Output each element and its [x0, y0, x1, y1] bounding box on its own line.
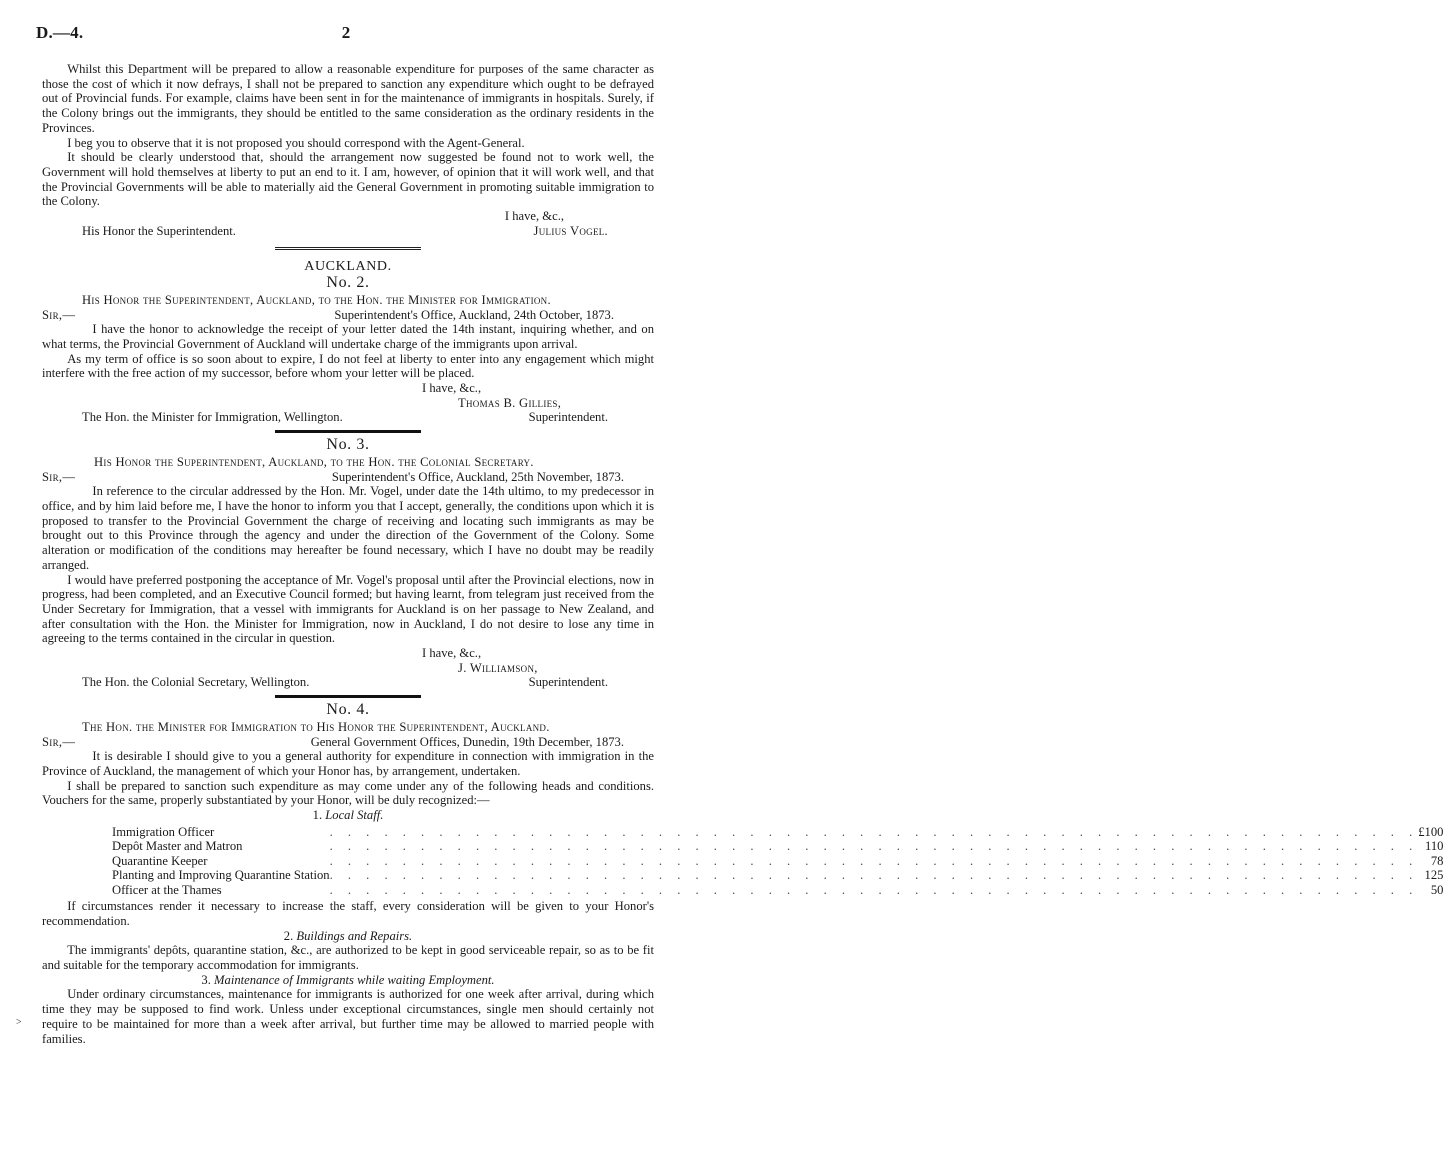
staff-role: Planting and Improving Quarantine Station [112, 868, 330, 883]
document-body [42, 62, 1443, 1046]
local-staff-heading-number: 1. [312, 808, 323, 823]
letter-2-title: Superintendent. [528, 410, 608, 425]
letter-4-heading: The Hon. the Minister for Immigration to His Honor the Superintendent, Auckland. [82, 719, 550, 734]
letter-2-closing: I have, &c., [422, 381, 482, 396]
letter-2-signature-block [42, 381, 654, 410]
letter-2-addressee: The Hon. the Minister for Immigration, Wellington. [82, 410, 343, 425]
intro-paragraph-3: It should be clearly understood that, should the arrangement now suggested be found not to work well, the Government will hold themselves at liberty to put an end to it. I am, however, of opinion that it will work well, and that the Provincial Governments will be able to materially aid the General Government in promoting suitable immigration to the Colony. [42, 150, 654, 209]
letter-4-address: General Government Offices, Dunedin, 19th December, 1873. [310, 734, 624, 749]
staff-row [112, 854, 1443, 869]
intro-addressee: His Honor the Superintendent. [82, 223, 236, 238]
letter-3-paragraph-2: I would have preferred postponing the acceptance of Mr. Vogel's proposal until after the Provincial elections, now in progress, had been completed, and an Executive Council formed; but having learnt, from telegram just received from the Under Secretary for Immigration, that a vessel with immigrants for Auckland is on her passage to New Zealand, and after consultation with the Hon. the Minister for Immigration, now in Auckland, I do not desire to lose any time in agreeing to the terms contained in the circular in question. [42, 572, 654, 646]
letter-4-paragraph-1: It is desirable I should give to you a general authority for expenditure in connection with immigration in the Province of Auckland, the management of which your Honor has, by arrangement, undertaken. [42, 749, 654, 778]
letter-4-paragraph-3: If circumstances render it necessary to increase the staff, every consideration will be given to your Honor's recommendation. [42, 899, 654, 928]
buildings-heading-text: Buildings and Repairs. [296, 928, 413, 943]
letter-2-signature: Thomas B. Gillies, [458, 395, 562, 410]
margin-mark: ˃ [16, 1017, 22, 1028]
staff-amount: £100 [1418, 824, 1443, 839]
letter-3-salutation-row [42, 470, 654, 485]
letter-4-salutation: Sir,— [42, 734, 76, 749]
intro-closing-text: I have, &c., [504, 209, 564, 224]
page-header [36, 23, 656, 46]
letter-3-salutation: Sir,— [42, 469, 76, 484]
letter-3-heading: His Honor the Superintendent, Auckland, to the Hon. the Colonial Secretary. [94, 454, 534, 469]
letter-2-paragraph-1: I have the honor to acknowledge the receipt of your letter dated the 14th instant, inquiring whether, and on what terms, the Provincial Government of Auckland will undertake charge of the immigrants upon arrival. [42, 322, 654, 351]
letter-divider-2 [275, 695, 421, 698]
letter-2-salutation-row [42, 308, 654, 323]
staff-row [112, 825, 1443, 840]
letter-3-footer-row [42, 675, 654, 690]
intro-paragraph-2: I beg you to observe that it is not proposed you should correspond with the Agent-General. [67, 135, 525, 150]
letter-3-number: No. 3. [326, 436, 370, 454]
letter-4-paragraph-2: I shall be prepared to sanction such expenditure as may come under any of the following heads and conditions. Vouchers for the same, properly substantiated by your Honor, will be duly recognized:— [42, 778, 654, 808]
staff-row [112, 883, 1443, 898]
maintenance-heading-number: 3. [201, 972, 211, 987]
staff-row [112, 839, 1443, 854]
leader-dots: . . . . . . . . . . . . . . . . . . . . . . . . . . . . . . . . . . . . . . . . . . . . . . . . . . . . . . . . . . . . [329, 868, 1419, 883]
staff-role: Quarantine Keeper [112, 853, 208, 868]
document-reference: D.—4. [36, 23, 84, 42]
page-number: 2 [341, 23, 351, 42]
intro-closing [42, 209, 654, 224]
letter-2-address: Superintendent's Office, Auckland, 24th October, 1873. [334, 307, 614, 322]
letter-4-paragraph-4: The immigrants' depôts, quarantine station, &c., are authorized to be kept in good serviceable repair, so as to be fit and suitable for the temporary accommodation for immigrants. [42, 943, 654, 973]
letter-divider-1 [275, 430, 421, 433]
letter-4-number: No. 4. [326, 701, 370, 719]
letter-2-paragraph-2: As my term of office is so soon about to expire, I do not feel at liberty to enter into any engagement which might interfere with the free action of my successor, before whom your letter will be placed. [42, 351, 654, 381]
section-title: AUCKLAND. [304, 259, 392, 275]
staff-amount: 78 [1430, 853, 1443, 868]
intro-paragraph-1: Whilst this Department will be prepared to allow a reasonable expenditure for purposes of the same character as those the cost of which it now defrays, I shall not be prepared to sanction any expenditure which ought to be defrayed out of Provincial funds. For example, claims have been sent in for the maintenance of immigrants in hospitals. Surely, if the Colony brings out the immigrants, they should be entitled to the same consideration as the ordinary residents in the Provinces. [42, 62, 654, 135]
section-divider [275, 247, 421, 250]
staff-role: Immigration Officer [112, 824, 215, 839]
letter-3-title: Superintendent. [528, 675, 608, 690]
letter-4-salutation-row [42, 735, 654, 750]
staff-role: Depôt Master and Matron [112, 839, 243, 854]
staff-amount: 110 [1424, 839, 1443, 854]
letter-3-signature: J. Williamson, [458, 660, 538, 675]
maintenance-heading-text: Maintenance of Immigrants while waiting Employment. [214, 972, 495, 987]
buildings-heading [42, 929, 654, 944]
local-staff-heading [42, 808, 654, 823]
letter-3-address: Superintendent's Office, Auckland, 25th November, 1873. [331, 469, 624, 484]
letter-3-signature-block [42, 646, 654, 675]
staff-role: Officer at the Thames [112, 882, 222, 897]
letter-2-footer-row [42, 410, 654, 425]
leader-dots: . . . . . . . . . . . . . . . . . . . . . . . . . . . . . . . . . . . . . . . . . . . . . . . . . . . . . . . . . . . . [329, 853, 1419, 868]
letter-3-addressee: The Hon. the Colonial Secretary, Wellington. [82, 675, 310, 690]
intro-signature: Julius Vogel. [533, 223, 608, 238]
letter-2-number: No. 2. [326, 274, 370, 292]
intro-sign-row [42, 224, 654, 239]
staff-row [112, 868, 1443, 883]
letter-4-paragraph-5: Under ordinary circumstances, maintenance for immigrants is authorized for one week after arrival, during which time they may be supposed to find work. Unless under exceptional circumstances, single men should certainly not require to be maintained for more than a week after arrival, but further time may be allowed to married people with families. [42, 987, 654, 1046]
letter-3-closing: I have, &c., [422, 646, 482, 661]
leader-dots: . . . . . . . . . . . . . . . . . . . . . . . . . . . . . . . . . . . . . . . . . . . . . . . . . . . . . . . . . . . . [329, 839, 1419, 854]
letter-2-heading: His Honor the Superintendent, Auckland, to the Hon. the Minister for Immigration. [82, 292, 551, 307]
staff-amount: 50 [1430, 882, 1443, 897]
leader-dots: . . . . . . . . . . . . . . . . . . . . . . . . . . . . . . . . . . . . . . . . . . . . . . . . . . . . . . . . . . . . [329, 824, 1419, 839]
letter-3-paragraph-1: In reference to the circular addressed by the Hon. Mr. Vogel, under date the 14th ultimo, to my predecessor in office, and by him laid before me, I have the honor to inform you that I accept, generally, the conditions upon which it is proposed to transfer to the Provincial Government the charge of receiving and locating such immigrants as may be brought out to this Province through the agency and under the direction of the Government of the Colony. Some alteration or modification of the conditions may hereafter be found necessary, which I have no doubt may be readily arranged. [42, 484, 654, 572]
local-staff-heading-text: Local Staff. [325, 808, 384, 823]
maintenance-heading [42, 973, 654, 988]
buildings-heading-number: 2. [283, 928, 294, 943]
staff-amount: 125 [1424, 868, 1443, 883]
leader-dots: . . . . . . . . . . . . . . . . . . . . . . . . . . . . . . . . . . . . . . . . . . . . . . . . . . . . . . . . . . . . [329, 882, 1419, 897]
local-staff-table [112, 825, 1443, 898]
letter-2-salutation: Sir,— [42, 307, 76, 322]
